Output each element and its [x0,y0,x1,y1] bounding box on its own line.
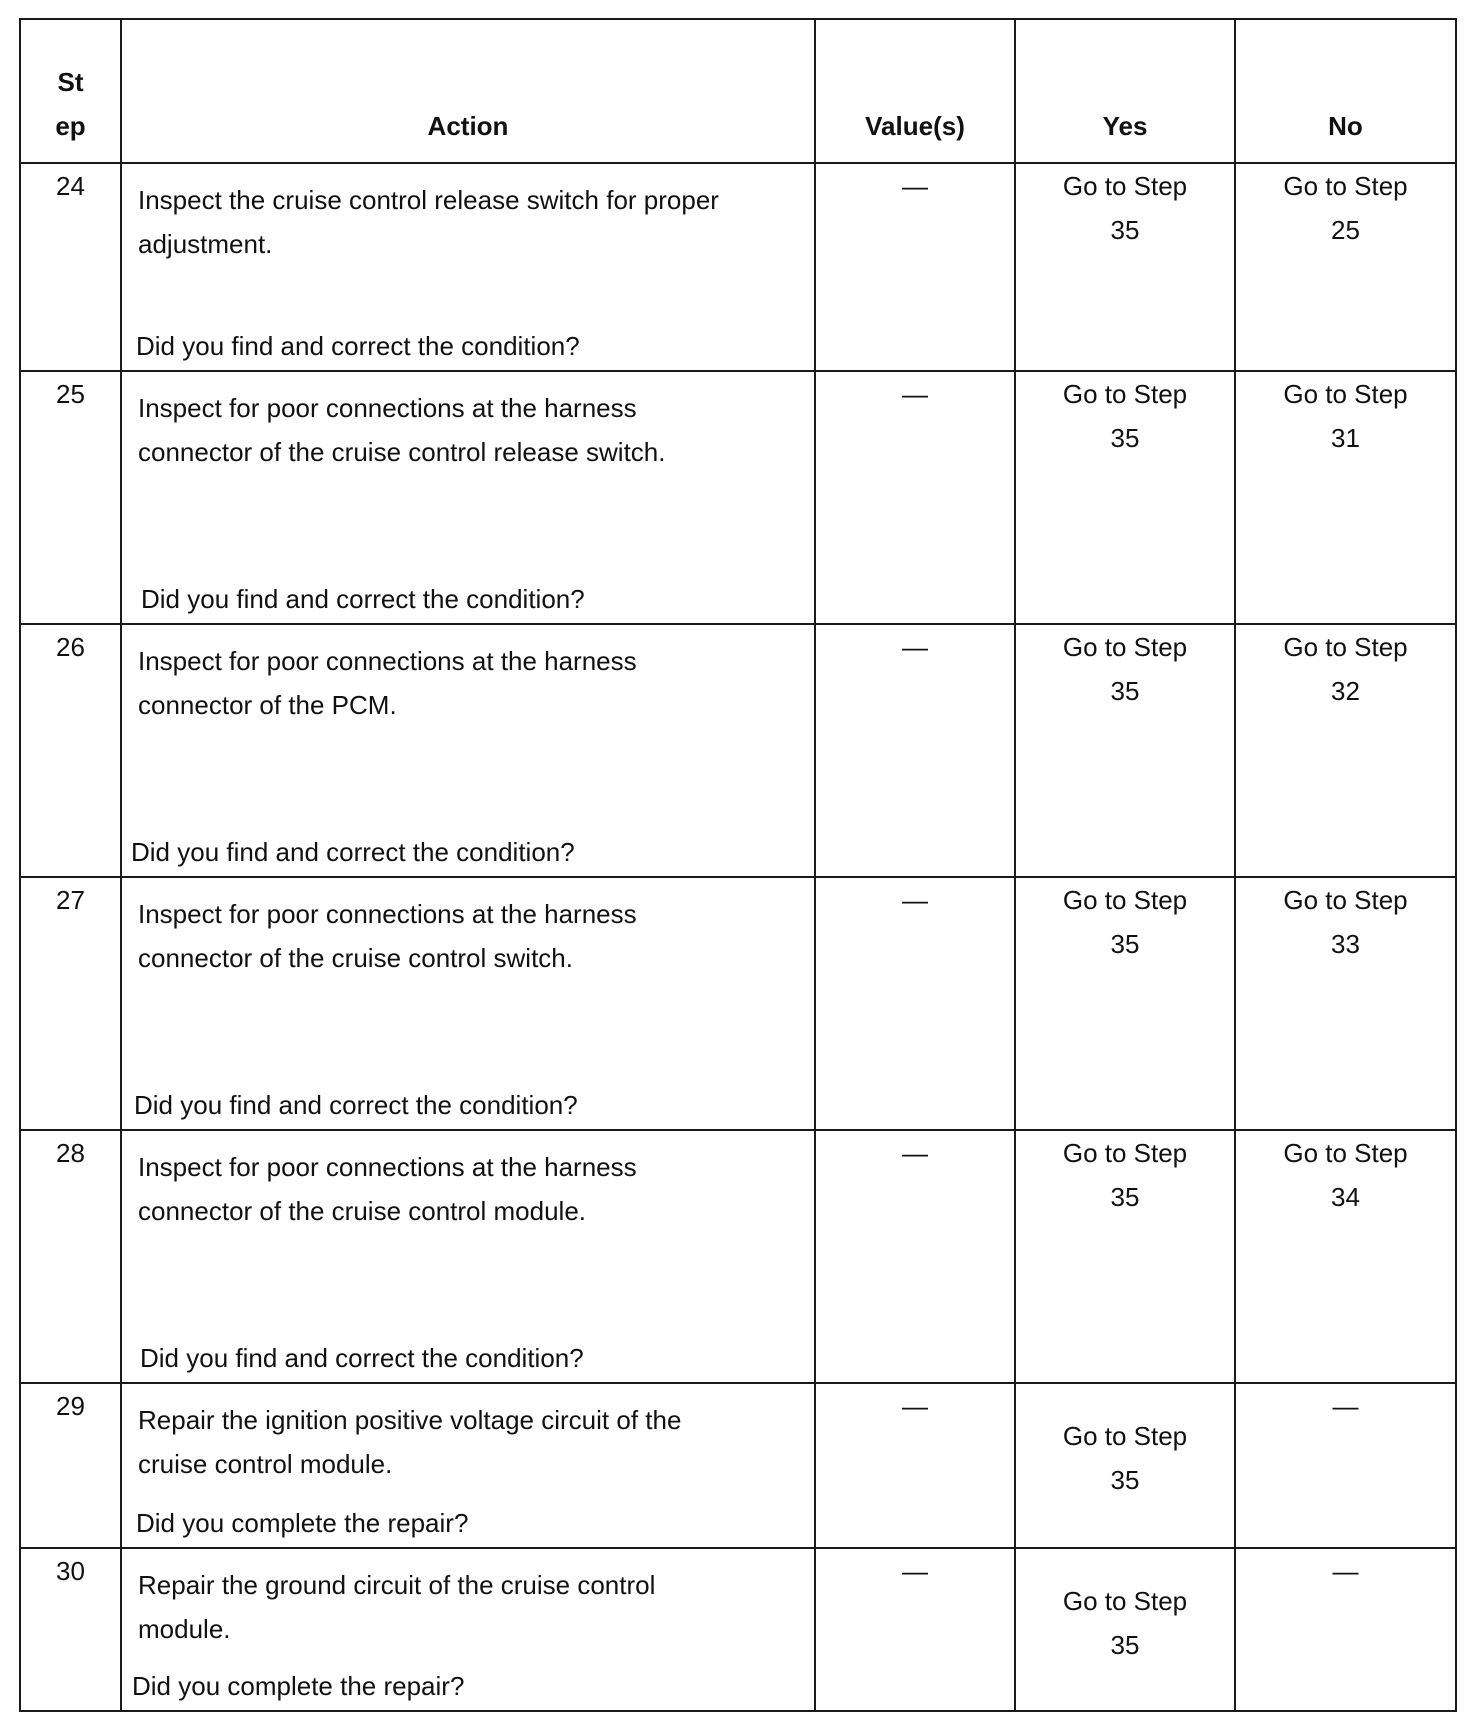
yes-cell [1015,1548,1235,1711]
step-number: 25 [20,371,121,624]
yes-goto: Go to Step 35 [1062,379,1188,453]
yes-cell [1015,163,1235,371]
table-row [20,624,1456,877]
header-values: Value(s) [815,19,1015,163]
no-cell: — [1235,1383,1456,1548]
no-goto: Go to Step 32 [1283,632,1408,706]
value-cell: — [815,624,1015,877]
step-number: 27 [20,877,121,1130]
action-text: Inspect for poor connections at the harness connector of the cruise control release switch. [138,393,666,467]
step-number: 29 [20,1383,121,1548]
yes-goto: Go to Step 35 [1062,632,1188,706]
action-question: Did you find and correct the condition? [136,331,580,361]
action-question: Did you complete the repair? [136,1508,469,1538]
action-cell [121,1548,815,1711]
action-text: Repair the ground circuit of the cruise control module. [138,1570,656,1644]
action-question: Did you complete the repair? [132,1671,465,1701]
value-cell: — [815,163,1015,371]
header-step: St ep [20,19,121,163]
no-cell [1235,624,1456,877]
no-goto: Go to Step 31 [1283,379,1408,453]
action-text: Repair the ignition positive voltage circuit of the cruise control module. [138,1405,682,1479]
value-cell: — [815,371,1015,624]
header-no: No [1235,19,1456,163]
no-cell [1235,371,1456,624]
table-row [20,877,1456,1130]
action-cell [121,624,815,877]
value-cell: — [815,1383,1015,1548]
no-goto: Go to Step 25 [1283,171,1408,245]
action-text: Inspect for poor connections at the harness connector of the PCM. [138,646,637,720]
action-text: Inspect the cruise control release switch for proper adjustment. [138,185,719,259]
yes-goto: Go to Step 35 [1062,171,1188,245]
no-goto: Go to Step 33 [1283,885,1408,959]
no-cell [1235,163,1456,371]
yes-goto: Go to Step 35 [1062,1586,1188,1660]
yes-goto: Go to Step 35 [1062,1138,1188,1212]
header-action: Action [121,19,815,163]
value-cell: — [815,1548,1015,1711]
no-cell [1235,1130,1456,1383]
yes-cell [1015,1130,1235,1383]
action-cell [121,1130,815,1383]
step-number: 24 [20,163,121,371]
table-header-row [20,19,1456,163]
table-row [20,1383,1456,1548]
yes-cell [1015,371,1235,624]
yes-cell [1015,1383,1235,1548]
action-question: Did you find and correct the condition? [140,1343,584,1373]
action-question: Did you find and correct the condition? [131,837,575,867]
action-text: Inspect for poor connections at the harness connector of the cruise control module. [138,1152,637,1226]
table-row [20,163,1456,371]
action-cell [121,877,815,1130]
step-number: 28 [20,1130,121,1383]
action-cell [121,1383,815,1548]
step-number: 30 [20,1548,121,1711]
action-cell [121,371,815,624]
yes-cell [1015,624,1235,877]
value-cell: — [815,1130,1015,1383]
table-row [20,1548,1456,1711]
action-text: Inspect for poor connections at the harness connector of the cruise control switch. [138,899,637,973]
table-row [20,1130,1456,1383]
action-question: Did you find and correct the condition? [141,584,585,614]
action-question: Did you find and correct the condition? [134,1090,578,1120]
step-number: 26 [20,624,121,877]
action-cell [121,163,815,371]
no-cell: — [1235,1548,1456,1711]
table-row [20,371,1456,624]
no-goto: Go to Step 34 [1283,1138,1408,1212]
yes-goto: Go to Step 35 [1062,885,1188,959]
no-cell [1235,877,1456,1130]
yes-goto: Go to Step 35 [1062,1421,1188,1495]
yes-cell [1015,877,1235,1130]
header-yes: Yes [1015,19,1235,163]
value-cell: — [815,877,1015,1130]
diagnostic-table [19,18,1457,1712]
